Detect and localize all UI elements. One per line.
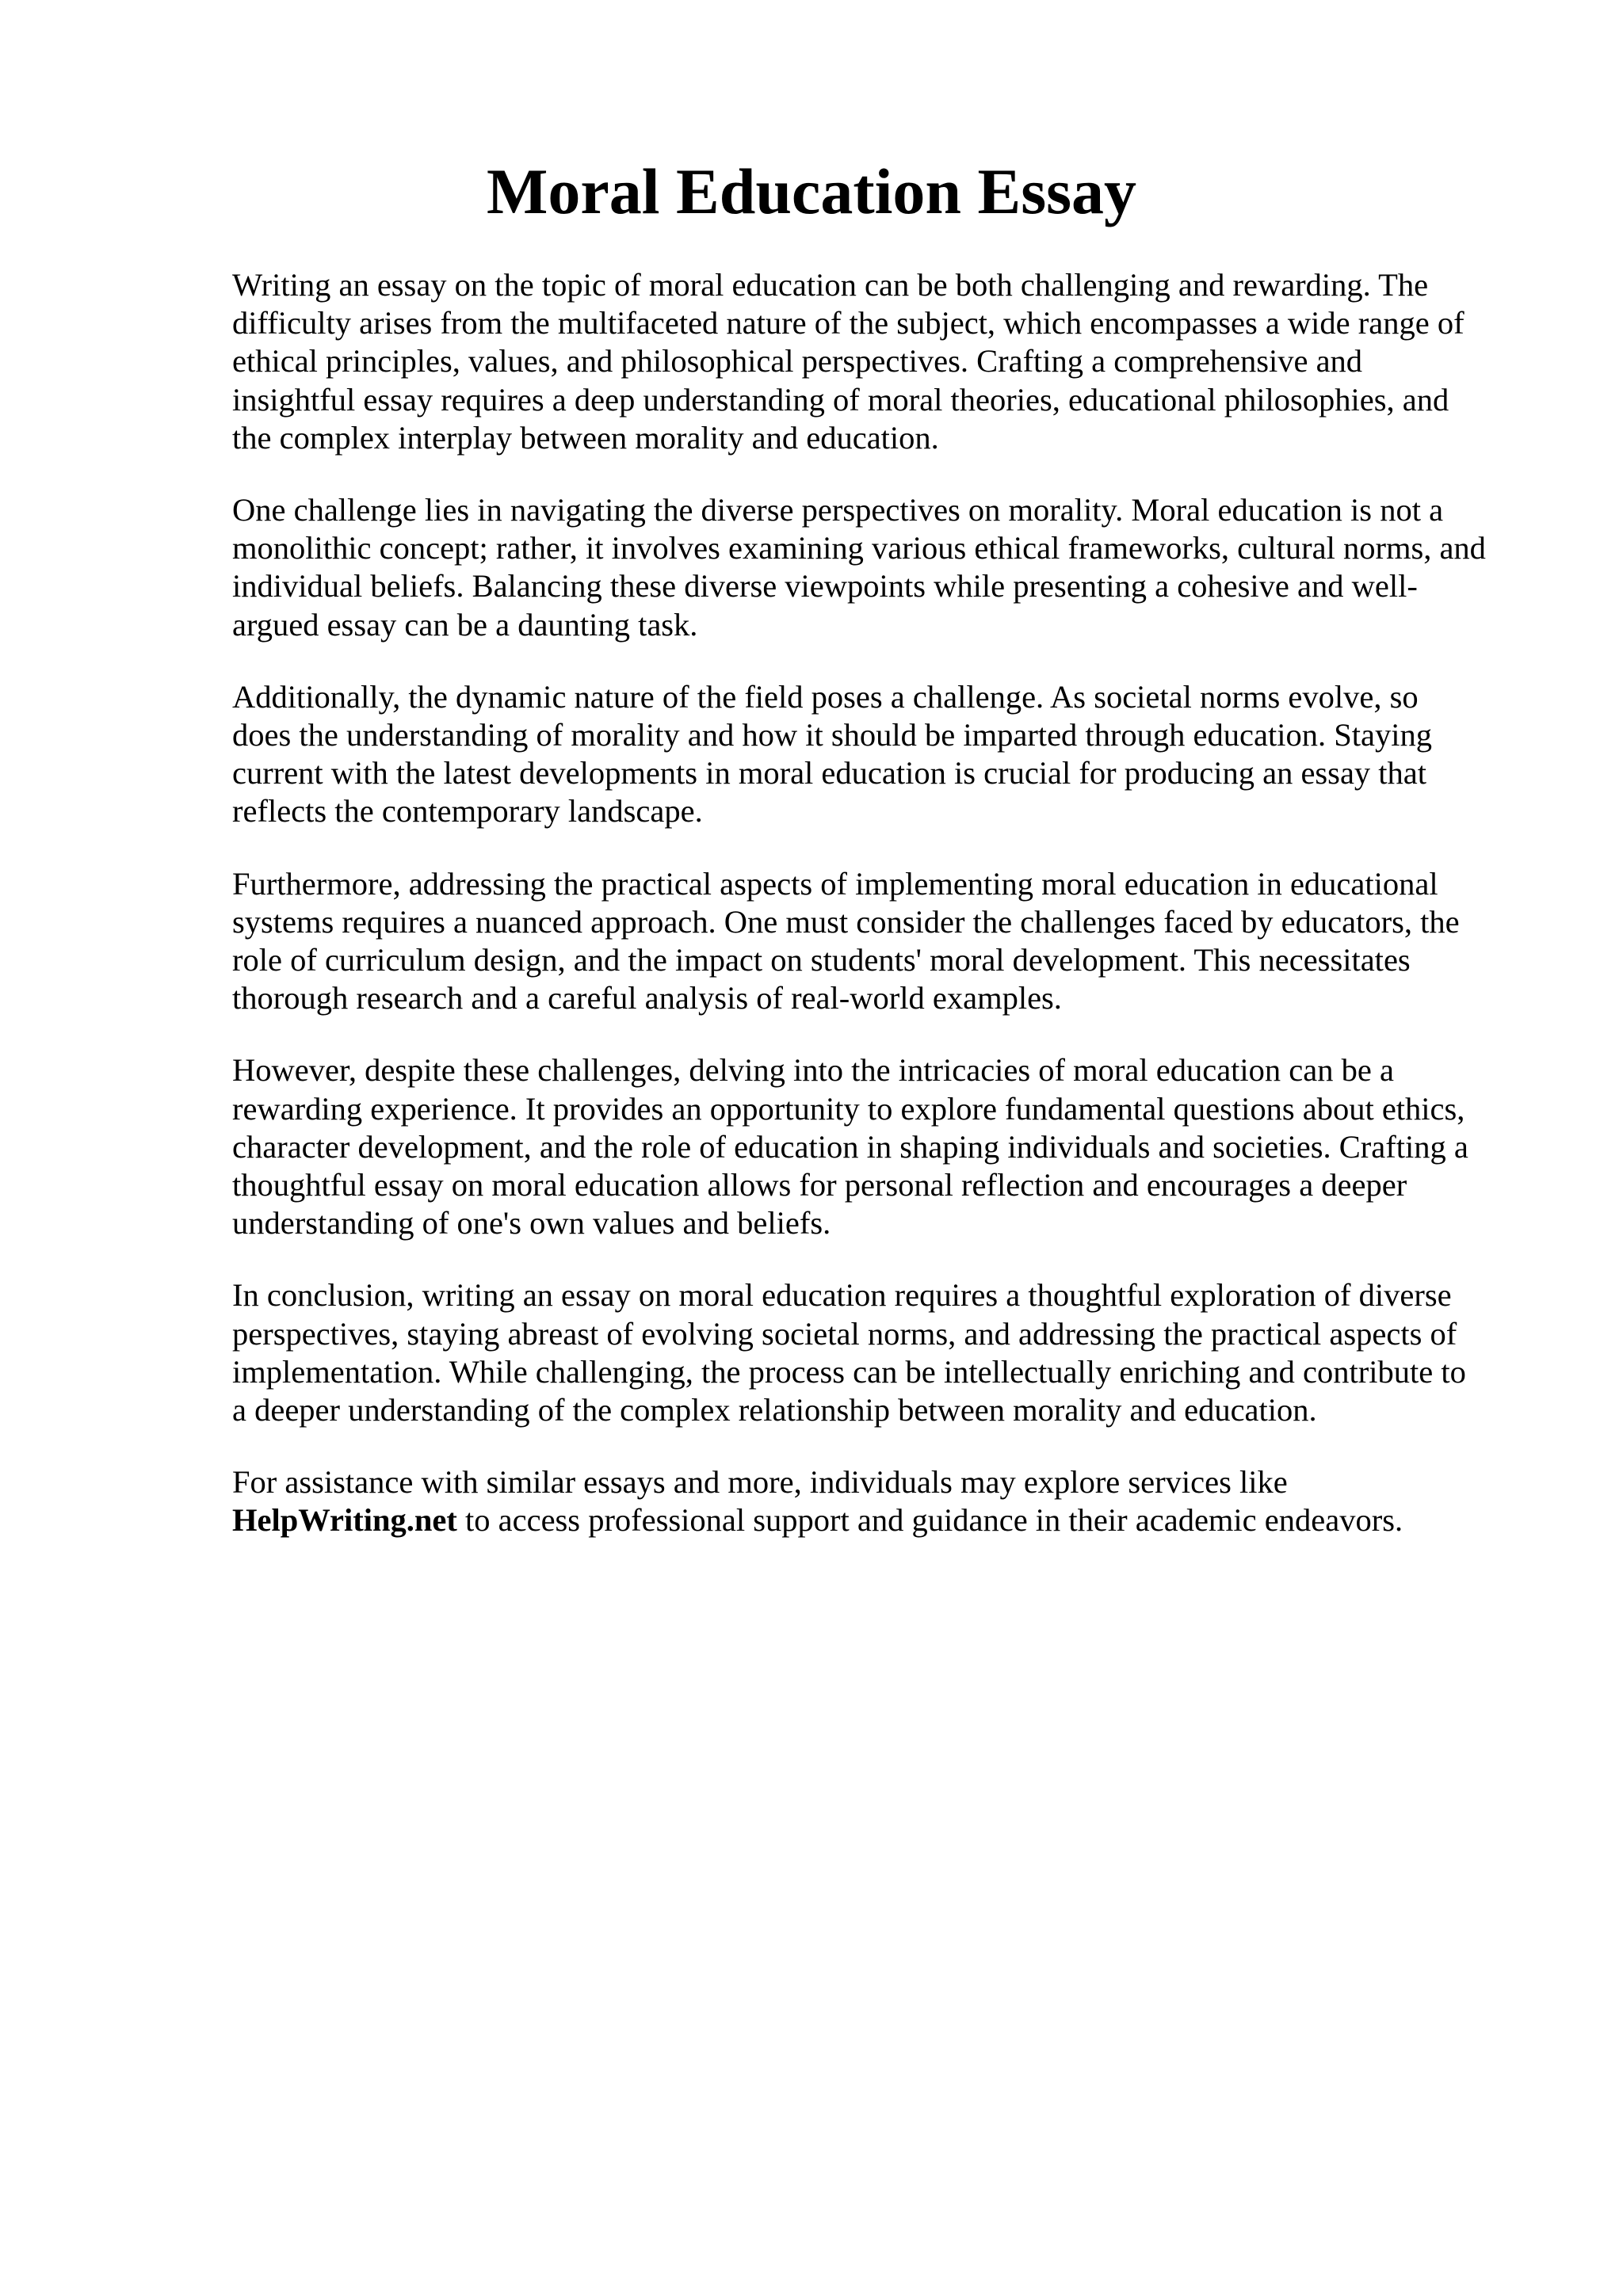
paragraph-line: ethical principles, values, and philosophical perspectives. Crafting a comprehensive and	[232, 343, 1363, 379]
closing-line: For assistance with similar essays and more, individuals may explore services like	[232, 1464, 1288, 1501]
paragraph-line: the complex interplay between morality and education.	[232, 419, 939, 456]
paragraph-line: monolithic concept; rather, it involves examining various ethical frameworks, cultural norms, and	[232, 530, 1486, 566]
paragraph-line: perspectives, staying abreast of evolving societal norms, and addressing the practical aspects of	[232, 1315, 1457, 1352]
paragraph-line: However, despite these challenges, delving into the intricacies of moral education can be a	[232, 1052, 1394, 1089]
paragraph-line: argued essay can be a daunting task.	[232, 606, 698, 643]
closing-line-rest: to access professional support and guidance in their academic endeavors.	[456, 1502, 1403, 1539]
page-title: Moral Education Essay	[486, 155, 1137, 227]
essay-body	[232, 266, 1532, 1574]
paragraph-line: insightful essay requires a deep understanding of moral theories, educational philosophies, and	[232, 381, 1449, 418]
paragraph-line: does the understanding of morality and how it should be imparted through education. Staying	[232, 717, 1432, 753]
paragraph-6	[232, 1276, 1532, 1429]
paragraph-line: One challenge lies in navigating the diverse perspectives on morality. Moral education is not a	[232, 492, 1444, 528]
paragraph-line: difficulty arises from the multifaceted nature of the subject, which encompasses a wide range of	[232, 305, 1465, 341]
paragraph-line: role of curriculum design, and the impact on students' moral development. This necessitates	[232, 942, 1411, 978]
paragraph-line: individual beliefs. Balancing these diverse viewpoints while presenting a cohesive and well-	[232, 568, 1418, 605]
paragraph-3	[232, 678, 1532, 831]
paragraph-4	[232, 865, 1532, 1018]
paragraph-line: current with the latest developments in moral education is crucial for producing an essay that	[232, 755, 1427, 791]
paragraph-line: systems requires a nuanced approach. One must consider the challenges faced by educators, the	[232, 903, 1460, 940]
paragraph-line: Furthermore, addressing the practical aspects of implementing moral education in educational	[232, 865, 1438, 902]
paragraph-2	[232, 491, 1532, 644]
closing-paragraph	[232, 1463, 1532, 1539]
paragraph-line: thorough research and a careful analysis of real-world examples.	[232, 980, 1062, 1016]
paragraph-line: In conclusion, writing an essay on moral education requires a thoughtful exploration of diverse	[232, 1277, 1452, 1314]
paragraph-5	[232, 1051, 1532, 1242]
paragraph-line: reflects the contemporary landscape.	[232, 793, 703, 830]
paragraph-line: understanding of one's own values and beliefs.	[232, 1205, 831, 1241]
paragraph-line: Additionally, the dynamic nature of the field poses a challenge. As societal norms evolve, so	[232, 678, 1419, 715]
paragraph-line: rewarding experience. It provides an opportunity to explore fundamental questions about ethics,	[232, 1090, 1465, 1127]
paragraph-line: thoughtful essay on moral education allows for personal reflection and encourages a deeper	[232, 1167, 1407, 1203]
paragraph-line: implementation. While challenging, the process can be intellectually enriching and contribute to	[232, 1353, 1466, 1390]
paragraph-line: Writing an essay on the topic of moral education can be both challenging and rewarding. The	[232, 267, 1429, 303]
closing-line	[232, 1501, 1532, 1539]
paragraph-1	[232, 266, 1532, 457]
paragraph-line: a deeper understanding of the complex relationship between morality and education.	[232, 1392, 1317, 1428]
paragraph-line: character development, and the role of education in shaping individuals and societies. Crafting a	[232, 1128, 1468, 1165]
helpwriting-brand: HelpWriting.net	[232, 1502, 457, 1539]
